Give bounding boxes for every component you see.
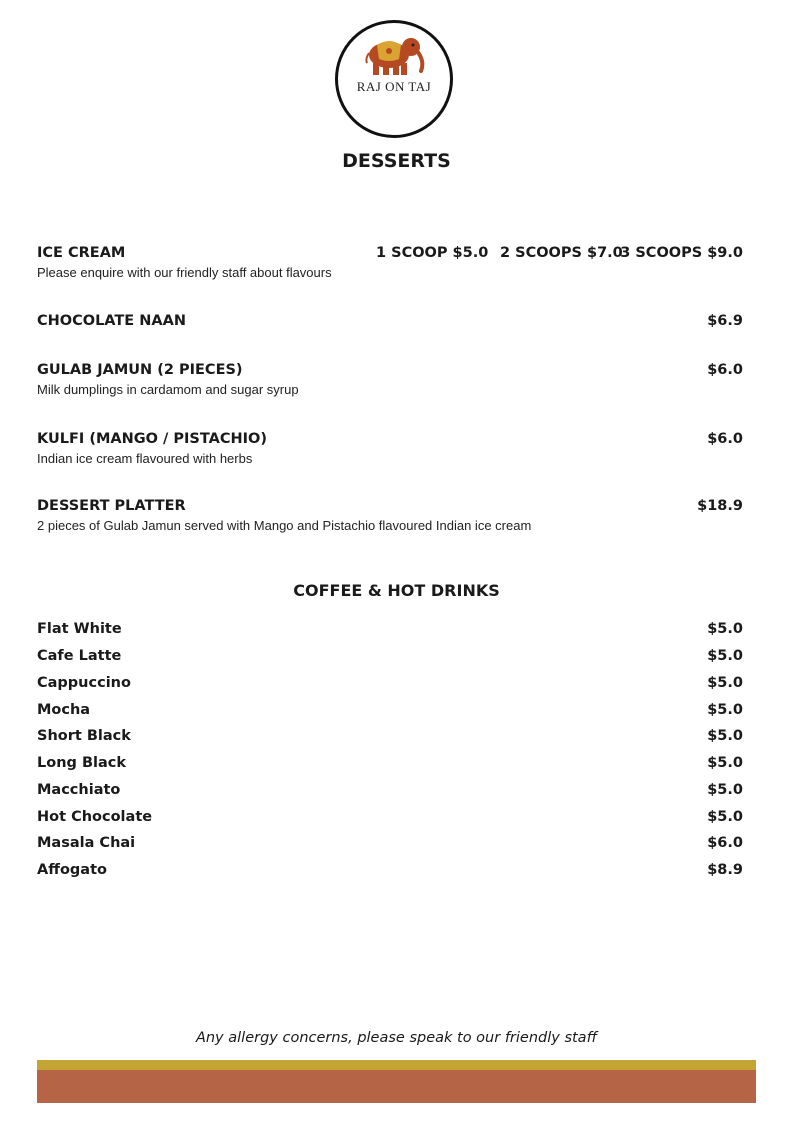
item-name: GULAB JAMUN (2 PIECES) — [37, 362, 243, 378]
drink-row — [37, 755, 743, 771]
price-2-scoops: 2 SCOOPS $7.0 — [500, 245, 623, 261]
drink-price: $5.0 — [707, 675, 743, 691]
menu-item-kulfi — [37, 431, 743, 466]
footer-band-brown — [37, 1070, 756, 1103]
item-desc: Please enquire with our friendly staff about flavours — [37, 265, 332, 280]
drink-name: Flat White — [37, 621, 122, 637]
elephant-icon — [359, 33, 429, 77]
menu-item-ice-cream — [37, 245, 743, 280]
item-name: KULFI (MANGO / PISTACHIO) — [37, 431, 267, 447]
drink-price: $5.0 — [707, 621, 743, 637]
item-name: ICE CREAM — [37, 245, 126, 261]
item-price: $6.0 — [707, 431, 743, 447]
drink-row — [37, 862, 743, 878]
drink-name: Mocha — [37, 702, 91, 718]
item-name: CHOCOLATE NAAN — [37, 313, 186, 329]
item-price: $18.9 — [697, 498, 743, 514]
restaurant-logo — [335, 20, 453, 138]
drink-price: $5.0 — [707, 755, 743, 771]
item-desc: Milk dumplings in cardamom and sugar syrup — [37, 382, 299, 397]
drink-price: $5.0 — [707, 809, 743, 825]
drink-price: $6.0 — [707, 835, 743, 851]
menu-item-dessert-platter — [37, 498, 743, 533]
drink-name: Masala Chai — [37, 835, 136, 851]
drink-price: $5.0 — [707, 782, 743, 798]
allergy-note: Any allergy concerns, please speak to our friendly staff — [195, 1030, 598, 1046]
drink-price: $5.0 — [707, 728, 743, 744]
drink-row — [37, 702, 743, 718]
coffee-title: COFFEE & HOT DRINKS — [293, 581, 500, 600]
menu-item-gulab-jamun — [37, 362, 743, 397]
drink-row — [37, 835, 743, 851]
footer-band-gold — [37, 1060, 756, 1070]
drink-name: Cappuccino — [37, 675, 131, 691]
drink-name: Short Black — [37, 728, 131, 744]
item-desc: 2 pieces of Gulab Jamun served with Mango and Pistachio flavoured Indian ice cream — [37, 518, 532, 533]
drink-row — [37, 675, 743, 691]
menu-item-chocolate-naan — [37, 313, 743, 329]
item-price: $6.9 — [707, 313, 743, 329]
price-1-scoop: 1 SCOOP $5.0 — [376, 245, 489, 261]
drink-name: Cafe Latte — [37, 648, 122, 664]
drink-row — [37, 782, 743, 798]
price-3-scoops: 3 SCOOPS $9.0 — [620, 245, 743, 261]
item-name: DESSERT PLATTER — [37, 498, 186, 514]
item-price: $6.0 — [707, 362, 743, 378]
item-desc: Indian ice cream flavoured with herbs — [37, 451, 253, 466]
drink-name: Hot Chocolate — [37, 809, 153, 825]
logo-text: RAJ ON TAJ — [356, 79, 432, 94]
drink-price: $8.9 — [707, 862, 743, 878]
desserts-title: DESSERTS — [342, 150, 451, 172]
drink-row — [37, 809, 743, 825]
drink-row — [37, 621, 743, 637]
drink-name: Affogato — [37, 862, 107, 878]
drink-row — [37, 648, 743, 664]
drink-name: Long Black — [37, 755, 126, 771]
drink-row — [37, 728, 743, 744]
drink-price: $5.0 — [707, 648, 743, 664]
drink-price: $5.0 — [707, 702, 743, 718]
drink-name: Macchiato — [37, 782, 121, 798]
